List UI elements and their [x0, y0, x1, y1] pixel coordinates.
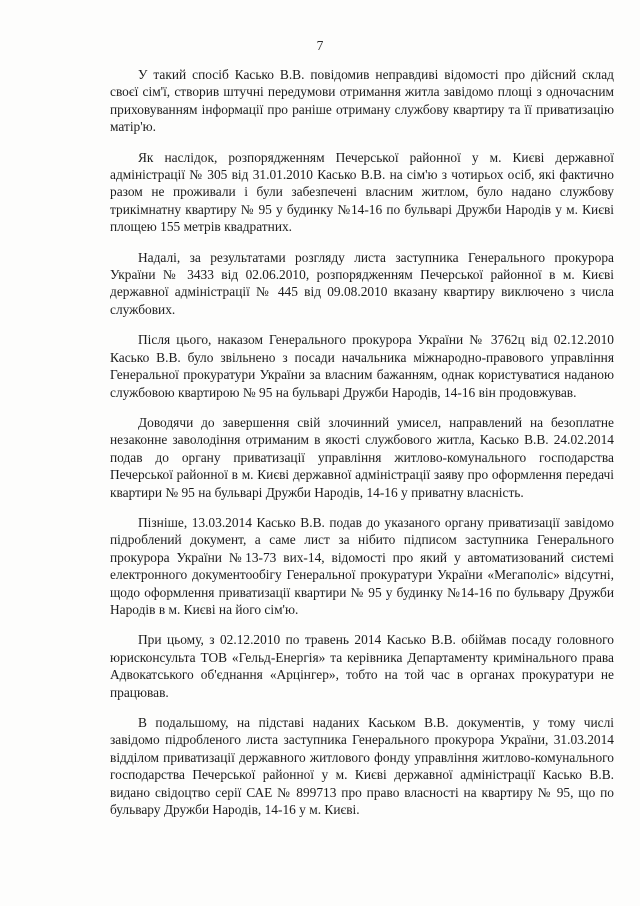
paragraph-1: У такий спосіб Касько В.В. повідомив неправдиві відомості про дійсний склад своєї сім'ї, створив штучні передумови отримання житла завідомо площі з одночасним приховуванням інформації про раніше отриману службову квартиру та її приватизацію матір'ю. [110, 67, 614, 135]
paragraph-4: Після цього, наказом Генерального прокурора України № 3762ц від 02.12.2010 Касько В.В. було звільнено з посади начальника міжнародно-правового управління Генеральної прокуратури України за власним бажанням, однак користуватися наданою службовою квартирою № 95 на бульварі Дружби Народів, 14-16 він продовжував. [110, 332, 614, 400]
paragraph-8: В подальшому, на підставі наданих Каськом В.В. документів, у тому числі завідомо підробленого листа заступника Генерального прокурора України, 31.03.2014 відділом приватизації державного житлового фонду управління житлово-комунального господарства Печерської районної у м. Києві державної адміністрації Касько В.В. видано свідоцтво серії САЕ № 899713 про право власності на квартиру № 95, що по бульвару Дружби Народів, 14-16 у м. Києві. [110, 715, 614, 818]
document-body [110, 66, 614, 831]
page-number: 7 [316, 38, 324, 53]
paragraph-7: При цьому, з 02.12.2010 по травень 2014 Касько В.В. обіймав посаду головного юрисконсульта ТОВ «Гельд-Енергія» та керівника Департаменту кримінального права Адвокатського об'єднання «Арцінгер», тобто на той час в органах прокуратури не працював. [110, 632, 614, 700]
paragraph-3: Надалі, за результатами розгляду листа заступника Генерального прокурора України № 3433 від 02.06.2010, розпорядженням Печерської районної в м. Києві державної адміністрації № 445 від 09.08.2010 вказану квартиру виключено з числа службових. [110, 249, 614, 317]
paragraph-6: Пізніше, 13.03.2014 Касько В.В. подав до указаного органу приватизації завідомо підроблений документ, а саме лист за нібито підписом заступника Генерального прокурора України №13-73 вих-14, відомості про який у автоматизований системі електронного документообігу Генеральної прокуратури України «Мегаполіс» відсутні, щодо оформлення приватизації квартири № 95 у будинку №14-16 по бульвару Дружби Народів в м. Києві на його сім'ю. [110, 514, 614, 617]
paragraph-2: Як наслідок, розпорядженням Печерської районної у м. Києві державної адміністрації № 305 від 31.01.2010 Касько В.В. на сім'ю з чотирьох осіб, які фактично разом не проживали і були забезпечені власним житлом, було надано службову трикімнатну квартиру № 95 у будинку №14-16 по бульварі Дружби Народів у м. Києві площею 155 метрів квадратних. [110, 149, 614, 235]
paragraph-5: Доводячи до завершення свій злочинний умисел, направлений на безоплатне незаконне заволодіння отриманим в якості службового житла, Касько В.В. 24.02.2014 подав до органу приватизації управління житлово-комунального господарства Печерської районної в м. Києві державної адміністрації заяву про оформлення передачі квартири № 95 на бульварі Дружби Народів, 14-16 у приватну власність. [110, 414, 614, 500]
